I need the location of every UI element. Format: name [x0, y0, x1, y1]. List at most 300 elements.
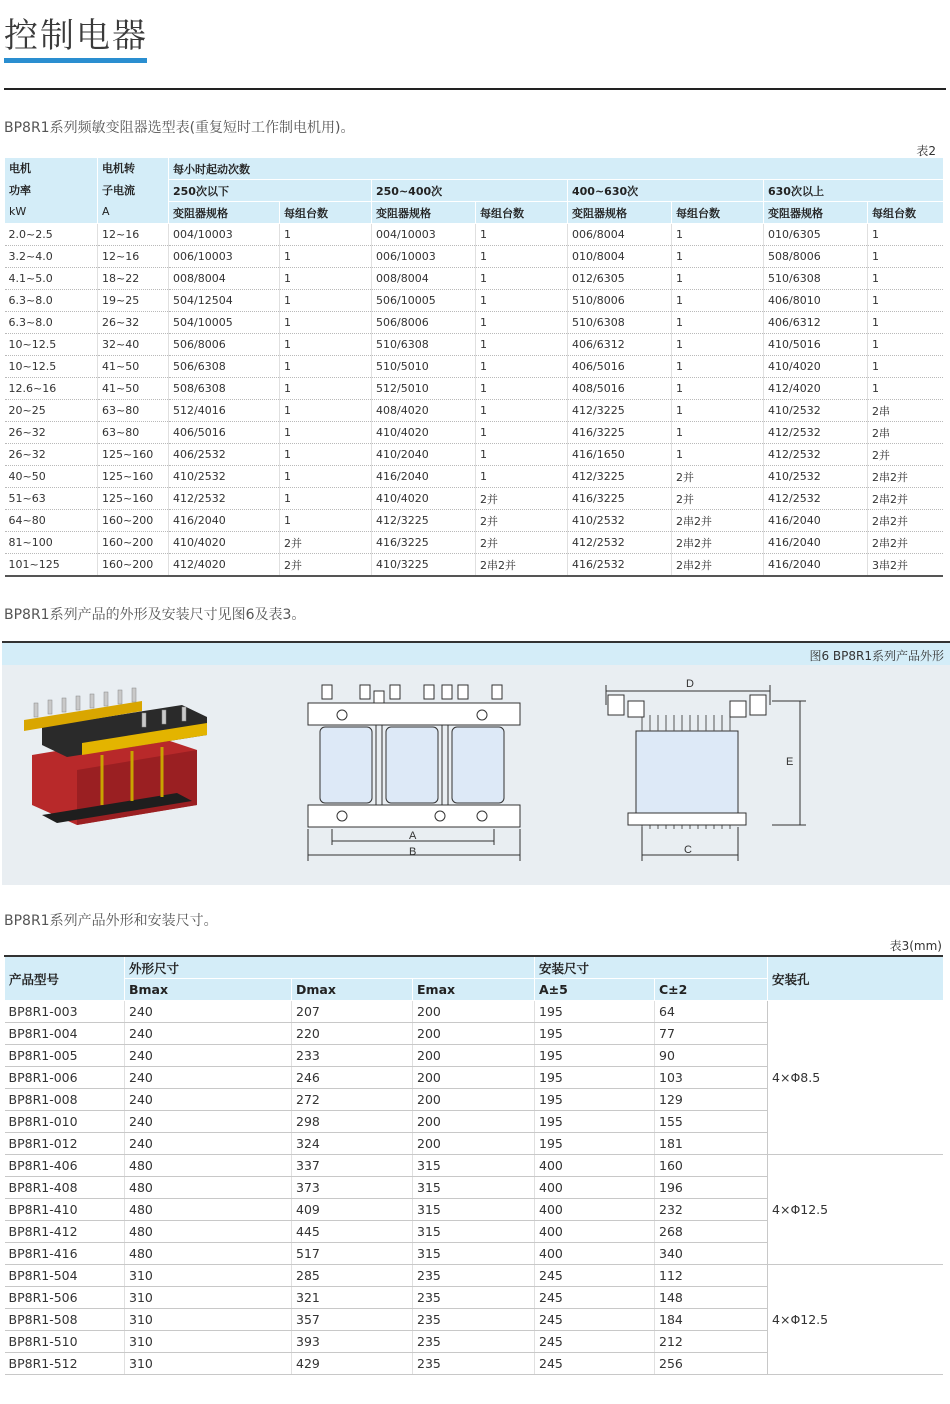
table-cell: 1: [672, 224, 764, 246]
table-cell: 1: [476, 356, 568, 378]
group-header: 250~400次: [372, 180, 568, 202]
table-cell: 1: [476, 466, 568, 488]
table-cell: 155: [655, 1111, 768, 1133]
table-cell: 004/10003: [169, 224, 280, 246]
header-current: 电机转 子电流 A: [98, 158, 169, 224]
table-cell: 63~80: [98, 422, 169, 444]
sub-header-spec: 变阻器规格: [764, 202, 868, 224]
group-header: 630次以上: [764, 180, 943, 202]
table-cell: 195: [535, 1067, 655, 1089]
table-cell: 1: [868, 246, 943, 268]
table-cell: 324: [292, 1133, 413, 1155]
header-outline: 外形尺寸: [125, 956, 535, 979]
table-cell: 416/3225: [568, 422, 672, 444]
table-cell: 1: [280, 444, 372, 466]
table-cell: 240: [125, 1001, 292, 1023]
table-cell: 508/6308: [169, 378, 280, 400]
table-cell: 26~32: [5, 444, 98, 466]
table-cell: 393: [292, 1331, 413, 1353]
table-cell: BP8R1-005: [5, 1045, 125, 1067]
table-row: [5, 488, 943, 510]
table-cell: 1: [280, 334, 372, 356]
table-cell: 1: [280, 224, 372, 246]
table-cell: BP8R1-003: [5, 1001, 125, 1023]
table-cell: 2串2并: [672, 554, 764, 577]
table-cell: 245: [535, 1309, 655, 1331]
table-cell: 81~100: [5, 532, 98, 554]
table-cell: 510/8006: [568, 290, 672, 312]
table-cell: 1: [868, 356, 943, 378]
table-cell: 256: [655, 1353, 768, 1375]
sub-header-emax: Emax: [413, 979, 535, 1001]
table-cell: BP8R1-012: [5, 1133, 125, 1155]
table-cell: BP8R1-504: [5, 1265, 125, 1287]
table-cell: 406/8010: [764, 290, 868, 312]
table-cell: 410/2532: [764, 466, 868, 488]
table-cell: 2串2并: [672, 532, 764, 554]
table-cell: BP8R1-506: [5, 1287, 125, 1309]
table-cell: 2串2并: [868, 532, 943, 554]
table-cell: 416/2040: [764, 532, 868, 554]
table-cell: 412/2532: [568, 532, 672, 554]
table-cell: 512/5010: [372, 378, 476, 400]
table-cell: 1: [476, 378, 568, 400]
table-cell: 200: [413, 1067, 535, 1089]
sub-header-count: 每组台数: [672, 202, 764, 224]
table-row: [5, 246, 943, 268]
table-cell: 51~63: [5, 488, 98, 510]
table-cell: 412/3225: [372, 510, 476, 532]
table-cell: 2并: [868, 444, 943, 466]
table-cell: 1: [280, 422, 372, 444]
table-cell: BP8R1-410: [5, 1199, 125, 1221]
table-cell: 6.3~8.0: [5, 312, 98, 334]
sub-header-count: 每组台数: [280, 202, 372, 224]
table-cell: 1: [672, 356, 764, 378]
table-cell: 410/5016: [764, 334, 868, 356]
table-cell: 506/10005: [372, 290, 476, 312]
table-cell: 26~32: [98, 312, 169, 334]
figure-panel: [2, 641, 950, 885]
table-cell: 416/3225: [372, 532, 476, 554]
side-view-drawing: [606, 685, 806, 861]
table-cell: 103: [655, 1067, 768, 1089]
table-cell: 1: [476, 334, 568, 356]
table-cell: 245: [535, 1353, 655, 1375]
table-cell: 1: [672, 290, 764, 312]
table-cell: 160~200: [98, 532, 169, 554]
table-cell: BP8R1-010: [5, 1111, 125, 1133]
table-row: [5, 510, 943, 532]
selection-table: [4, 158, 943, 577]
table-cell: 1: [868, 268, 943, 290]
table-cell: BP8R1-508: [5, 1309, 125, 1331]
table-cell: 429: [292, 1353, 413, 1375]
mounting-hole-cell: 4×Φ8.5: [768, 1001, 943, 1155]
table-cell: 006/8004: [568, 224, 672, 246]
table-cell: 1: [476, 224, 568, 246]
table-cell: 310: [125, 1265, 292, 1287]
table-cell: 410/3225: [372, 554, 476, 577]
table-cell: 235: [413, 1331, 535, 1353]
sub-header-spec: 变阻器规格: [568, 202, 672, 224]
table-row: [5, 1001, 943, 1023]
table-cell: 2串2并: [476, 554, 568, 577]
table-cell: 506/6308: [169, 356, 280, 378]
table-cell: 1: [672, 400, 764, 422]
table-cell: 412/4020: [764, 378, 868, 400]
table-row: [5, 422, 943, 444]
table-cell: 2并: [672, 466, 764, 488]
table-cell: 400: [535, 1199, 655, 1221]
table-row: [5, 224, 943, 246]
table-cell: 1: [476, 312, 568, 334]
table-cell: 1: [868, 290, 943, 312]
table-cell: 416/2040: [169, 510, 280, 532]
table3-label: 表3(mm): [889, 939, 942, 953]
table-cell: 410/4020: [169, 532, 280, 554]
table-cell: 416/3225: [568, 488, 672, 510]
table-row: [5, 312, 943, 334]
table-cell: 1: [868, 378, 943, 400]
dim-a-label: A: [409, 830, 417, 842]
table-cell: 406/5016: [169, 422, 280, 444]
table-cell: BP8R1-408: [5, 1177, 125, 1199]
table-cell: 112: [655, 1265, 768, 1287]
table-cell: 1: [672, 334, 764, 356]
table-cell: 480: [125, 1155, 292, 1177]
header-power: 电机 功率 kW: [5, 158, 98, 224]
table-cell: 245: [535, 1265, 655, 1287]
table-cell: 2串: [868, 422, 943, 444]
table-cell: 200: [413, 1089, 535, 1111]
table-cell: 337: [292, 1155, 413, 1177]
dimensions-table: [4, 955, 943, 1375]
table-cell: 006/10003: [169, 246, 280, 268]
table-cell: 1: [476, 444, 568, 466]
table-row: [5, 268, 943, 290]
table-cell: 2串2并: [868, 510, 943, 532]
table-cell: 315: [413, 1177, 535, 1199]
table-cell: 408/4020: [372, 400, 476, 422]
table-cell: 1: [280, 268, 372, 290]
mounting-hole-cell: 4×Φ12.5: [768, 1265, 943, 1375]
table-cell: 233: [292, 1045, 413, 1067]
table-cell: 504/10005: [169, 312, 280, 334]
table-cell: 220: [292, 1023, 413, 1045]
table-cell: 285: [292, 1265, 413, 1287]
table-cell: 2串2并: [868, 466, 943, 488]
table-cell: 510/5010: [372, 356, 476, 378]
table-cell: 160: [655, 1155, 768, 1177]
table-cell: 357: [292, 1309, 413, 1331]
table-cell: 90: [655, 1045, 768, 1067]
table-cell: 12~16: [98, 246, 169, 268]
table-cell: 129: [655, 1089, 768, 1111]
table-cell: 416/1650: [568, 444, 672, 466]
table-cell: 1: [280, 312, 372, 334]
table-row: [5, 334, 943, 356]
table-cell: 195: [535, 1045, 655, 1067]
table-cell: 232: [655, 1199, 768, 1221]
table-cell: 2并: [476, 510, 568, 532]
dim-e-label: E: [786, 756, 794, 768]
table-cell: 506/8006: [169, 334, 280, 356]
table-cell: 310: [125, 1309, 292, 1331]
table-cell: 410/2532: [169, 466, 280, 488]
table-cell: 240: [125, 1133, 292, 1155]
product-photo: [24, 688, 207, 825]
table-cell: 245: [535, 1331, 655, 1353]
table-cell: 1: [672, 268, 764, 290]
table-cell: 410/4020: [372, 422, 476, 444]
table-cell: 310: [125, 1331, 292, 1353]
table-cell: 64~80: [5, 510, 98, 532]
table-cell: 315: [413, 1243, 535, 1265]
table-cell: 77: [655, 1023, 768, 1045]
table-cell: 412/2532: [764, 444, 868, 466]
dim-c-label: C: [684, 844, 692, 856]
table-cell: 508/8006: [764, 246, 868, 268]
sub-header-count: 每组台数: [868, 202, 943, 224]
table-cell: 315: [413, 1155, 535, 1177]
table-cell: 212: [655, 1331, 768, 1353]
table-cell: 19~25: [98, 290, 169, 312]
table2-intro: BP8R1系列频敏变阻器选型表(重复短时工作制电机用)。: [4, 120, 355, 136]
table-cell: 12~16: [98, 224, 169, 246]
table-cell: 321: [292, 1287, 413, 1309]
table-cell: 1: [672, 378, 764, 400]
table-cell: 125~160: [98, 466, 169, 488]
table-cell: 3.2~4.0: [5, 246, 98, 268]
table-cell: 2并: [280, 532, 372, 554]
table-cell: 235: [413, 1287, 535, 1309]
title-underline: [4, 58, 147, 63]
table-cell: 1: [476, 268, 568, 290]
table-cell: 195: [535, 1089, 655, 1111]
table-cell: 200: [413, 1023, 535, 1045]
mounting-hole-cell: 4×Φ12.5: [768, 1155, 943, 1265]
table-cell: BP8R1-006: [5, 1067, 125, 1089]
table-cell: 410/2532: [568, 510, 672, 532]
group-header: 400~630次: [568, 180, 764, 202]
table-cell: 1: [672, 246, 764, 268]
table-cell: 200: [413, 1111, 535, 1133]
table-cell: 235: [413, 1309, 535, 1331]
table-cell: 200: [413, 1133, 535, 1155]
table-cell: 406/5016: [568, 356, 672, 378]
table-cell: 2并: [476, 488, 568, 510]
header-hole: 安装孔: [768, 956, 943, 1001]
table-cell: 416/2532: [568, 554, 672, 577]
table-cell: 245: [535, 1287, 655, 1309]
table-cell: 207: [292, 1001, 413, 1023]
sub-header-spec: 变阻器规格: [372, 202, 476, 224]
table-row: [5, 356, 943, 378]
table-cell: 412/2532: [764, 422, 868, 444]
table-cell: 412/2532: [169, 488, 280, 510]
table-cell: 195: [535, 1001, 655, 1023]
table-cell: 195: [535, 1133, 655, 1155]
table-cell: 2.0~2.5: [5, 224, 98, 246]
table-cell: 268: [655, 1221, 768, 1243]
table-cell: BP8R1-412: [5, 1221, 125, 1243]
table-cell: 400: [535, 1155, 655, 1177]
table-cell: 240: [125, 1067, 292, 1089]
table-cell: 1: [280, 488, 372, 510]
table-cell: 1: [868, 224, 943, 246]
table-row: [5, 1155, 943, 1177]
table-cell: 1: [476, 290, 568, 312]
table-cell: 010/8004: [568, 246, 672, 268]
table-cell: 504/12504: [169, 290, 280, 312]
table-cell: 310: [125, 1287, 292, 1309]
table-cell: BP8R1-510: [5, 1331, 125, 1353]
table-cell: 63~80: [98, 400, 169, 422]
table-cell: 32~40: [98, 334, 169, 356]
table-cell: 512/4016: [169, 400, 280, 422]
table-cell: 004/10003: [372, 224, 476, 246]
table-cell: 517: [292, 1243, 413, 1265]
table-cell: 008/8004: [372, 268, 476, 290]
table-cell: 20~25: [5, 400, 98, 422]
table-cell: 412/3225: [568, 400, 672, 422]
table-cell: 006/10003: [372, 246, 476, 268]
table-cell: 240: [125, 1111, 292, 1133]
table-cell: 480: [125, 1221, 292, 1243]
table-cell: 125~160: [98, 444, 169, 466]
table-cell: 184: [655, 1309, 768, 1331]
table-cell: 41~50: [98, 378, 169, 400]
table-cell: 18~22: [98, 268, 169, 290]
table-cell: 340: [655, 1243, 768, 1265]
table-cell: 480: [125, 1177, 292, 1199]
table-cell: 1: [280, 466, 372, 488]
table-cell: BP8R1-004: [5, 1023, 125, 1045]
table-cell: 400: [535, 1243, 655, 1265]
table-cell: 373: [292, 1177, 413, 1199]
figure-drawings: [2, 665, 950, 883]
table-cell: 12.6~16: [5, 378, 98, 400]
table-cell: 1: [672, 444, 764, 466]
sub-header-dmax: Dmax: [292, 979, 413, 1001]
table2-label: 表2: [916, 144, 936, 158]
table-cell: 506/8006: [372, 312, 476, 334]
table-cell: 2并: [280, 554, 372, 577]
table-cell: 1: [280, 378, 372, 400]
table-row: [5, 444, 943, 466]
table-cell: 235: [413, 1353, 535, 1375]
table-cell: 1: [868, 334, 943, 356]
table-cell: 40~50: [5, 466, 98, 488]
table-cell: 200: [413, 1045, 535, 1067]
table-cell: 240: [125, 1023, 292, 1045]
table-cell: 2并: [672, 488, 764, 510]
table-cell: 1: [476, 422, 568, 444]
table-cell: 1: [868, 312, 943, 334]
sub-header-spec: 变阻器规格: [169, 202, 280, 224]
table-row: [5, 554, 943, 577]
table-cell: 400: [535, 1177, 655, 1199]
table-cell: 406/6312: [764, 312, 868, 334]
table-row: [5, 466, 943, 488]
table-row: [5, 378, 943, 400]
sub-header-a: A±5: [535, 979, 655, 1001]
header-model: 产品型号: [5, 956, 125, 1001]
table-cell: 1: [280, 510, 372, 532]
table-cell: 2串2并: [868, 488, 943, 510]
table-cell: 409: [292, 1199, 413, 1221]
table-cell: 408/5016: [568, 378, 672, 400]
table-cell: 196: [655, 1177, 768, 1199]
table-cell: 406/2532: [169, 444, 280, 466]
table-cell: 510/6308: [764, 268, 868, 290]
table3-intro: BP8R1系列产品外形和安装尺寸。: [4, 913, 218, 929]
group-header: 250次以下: [169, 180, 372, 202]
figure-intro: BP8R1系列产品的外形及安装尺寸见图6及表3。: [4, 607, 306, 623]
table-cell: BP8R1-008: [5, 1089, 125, 1111]
table-cell: 416/2040: [764, 510, 868, 532]
table-cell: 125~160: [98, 488, 169, 510]
page-title: 控制电器: [4, 16, 148, 56]
table-cell: 41~50: [98, 356, 169, 378]
table-cell: 008/8004: [169, 268, 280, 290]
table-cell: 26~32: [5, 422, 98, 444]
sub-header-c: C±2: [655, 979, 768, 1001]
table-cell: 310: [125, 1353, 292, 1375]
table-cell: BP8R1-416: [5, 1243, 125, 1265]
table-cell: 410/4020: [372, 488, 476, 510]
table-cell: 1: [476, 400, 568, 422]
table-cell: 240: [125, 1089, 292, 1111]
sub-header-count: 每组台数: [476, 202, 568, 224]
figure-caption-bar: [2, 643, 950, 665]
figure-caption: 图6 BP8R1系列产品外形: [809, 649, 944, 663]
table-cell: 200: [413, 1001, 535, 1023]
table-cell: 410/2040: [372, 444, 476, 466]
dim-d-label: D: [686, 678, 694, 690]
table-cell: 160~200: [98, 510, 169, 532]
table-cell: 160~200: [98, 554, 169, 577]
table-cell: 406/6312: [568, 334, 672, 356]
table-cell: 412/4020: [169, 554, 280, 577]
table-cell: 315: [413, 1221, 535, 1243]
table-cell: 10~12.5: [5, 356, 98, 378]
table-cell: 400: [535, 1221, 655, 1243]
table-cell: 6.3~8.0: [5, 290, 98, 312]
table-cell: 1: [280, 356, 372, 378]
table-cell: BP8R1-406: [5, 1155, 125, 1177]
table-cell: 510/6308: [372, 334, 476, 356]
table-row: [5, 290, 943, 312]
table-cell: 2串: [868, 400, 943, 422]
table-cell: 1: [672, 312, 764, 334]
table-cell: 181: [655, 1133, 768, 1155]
table-cell: 416/2040: [372, 466, 476, 488]
table-cell: 416/2040: [764, 554, 868, 577]
table-cell: 410/2532: [764, 400, 868, 422]
table-cell: 480: [125, 1243, 292, 1265]
table-cell: 235: [413, 1265, 535, 1287]
table-cell: 1: [280, 290, 372, 312]
table-cell: 012/6305: [568, 268, 672, 290]
table-cell: BP8R1-512: [5, 1353, 125, 1375]
table-cell: 1: [280, 400, 372, 422]
table-cell: 3串2并: [868, 554, 943, 577]
table-row: [5, 400, 943, 422]
table-cell: 2并: [476, 532, 568, 554]
table-cell: 445: [292, 1221, 413, 1243]
